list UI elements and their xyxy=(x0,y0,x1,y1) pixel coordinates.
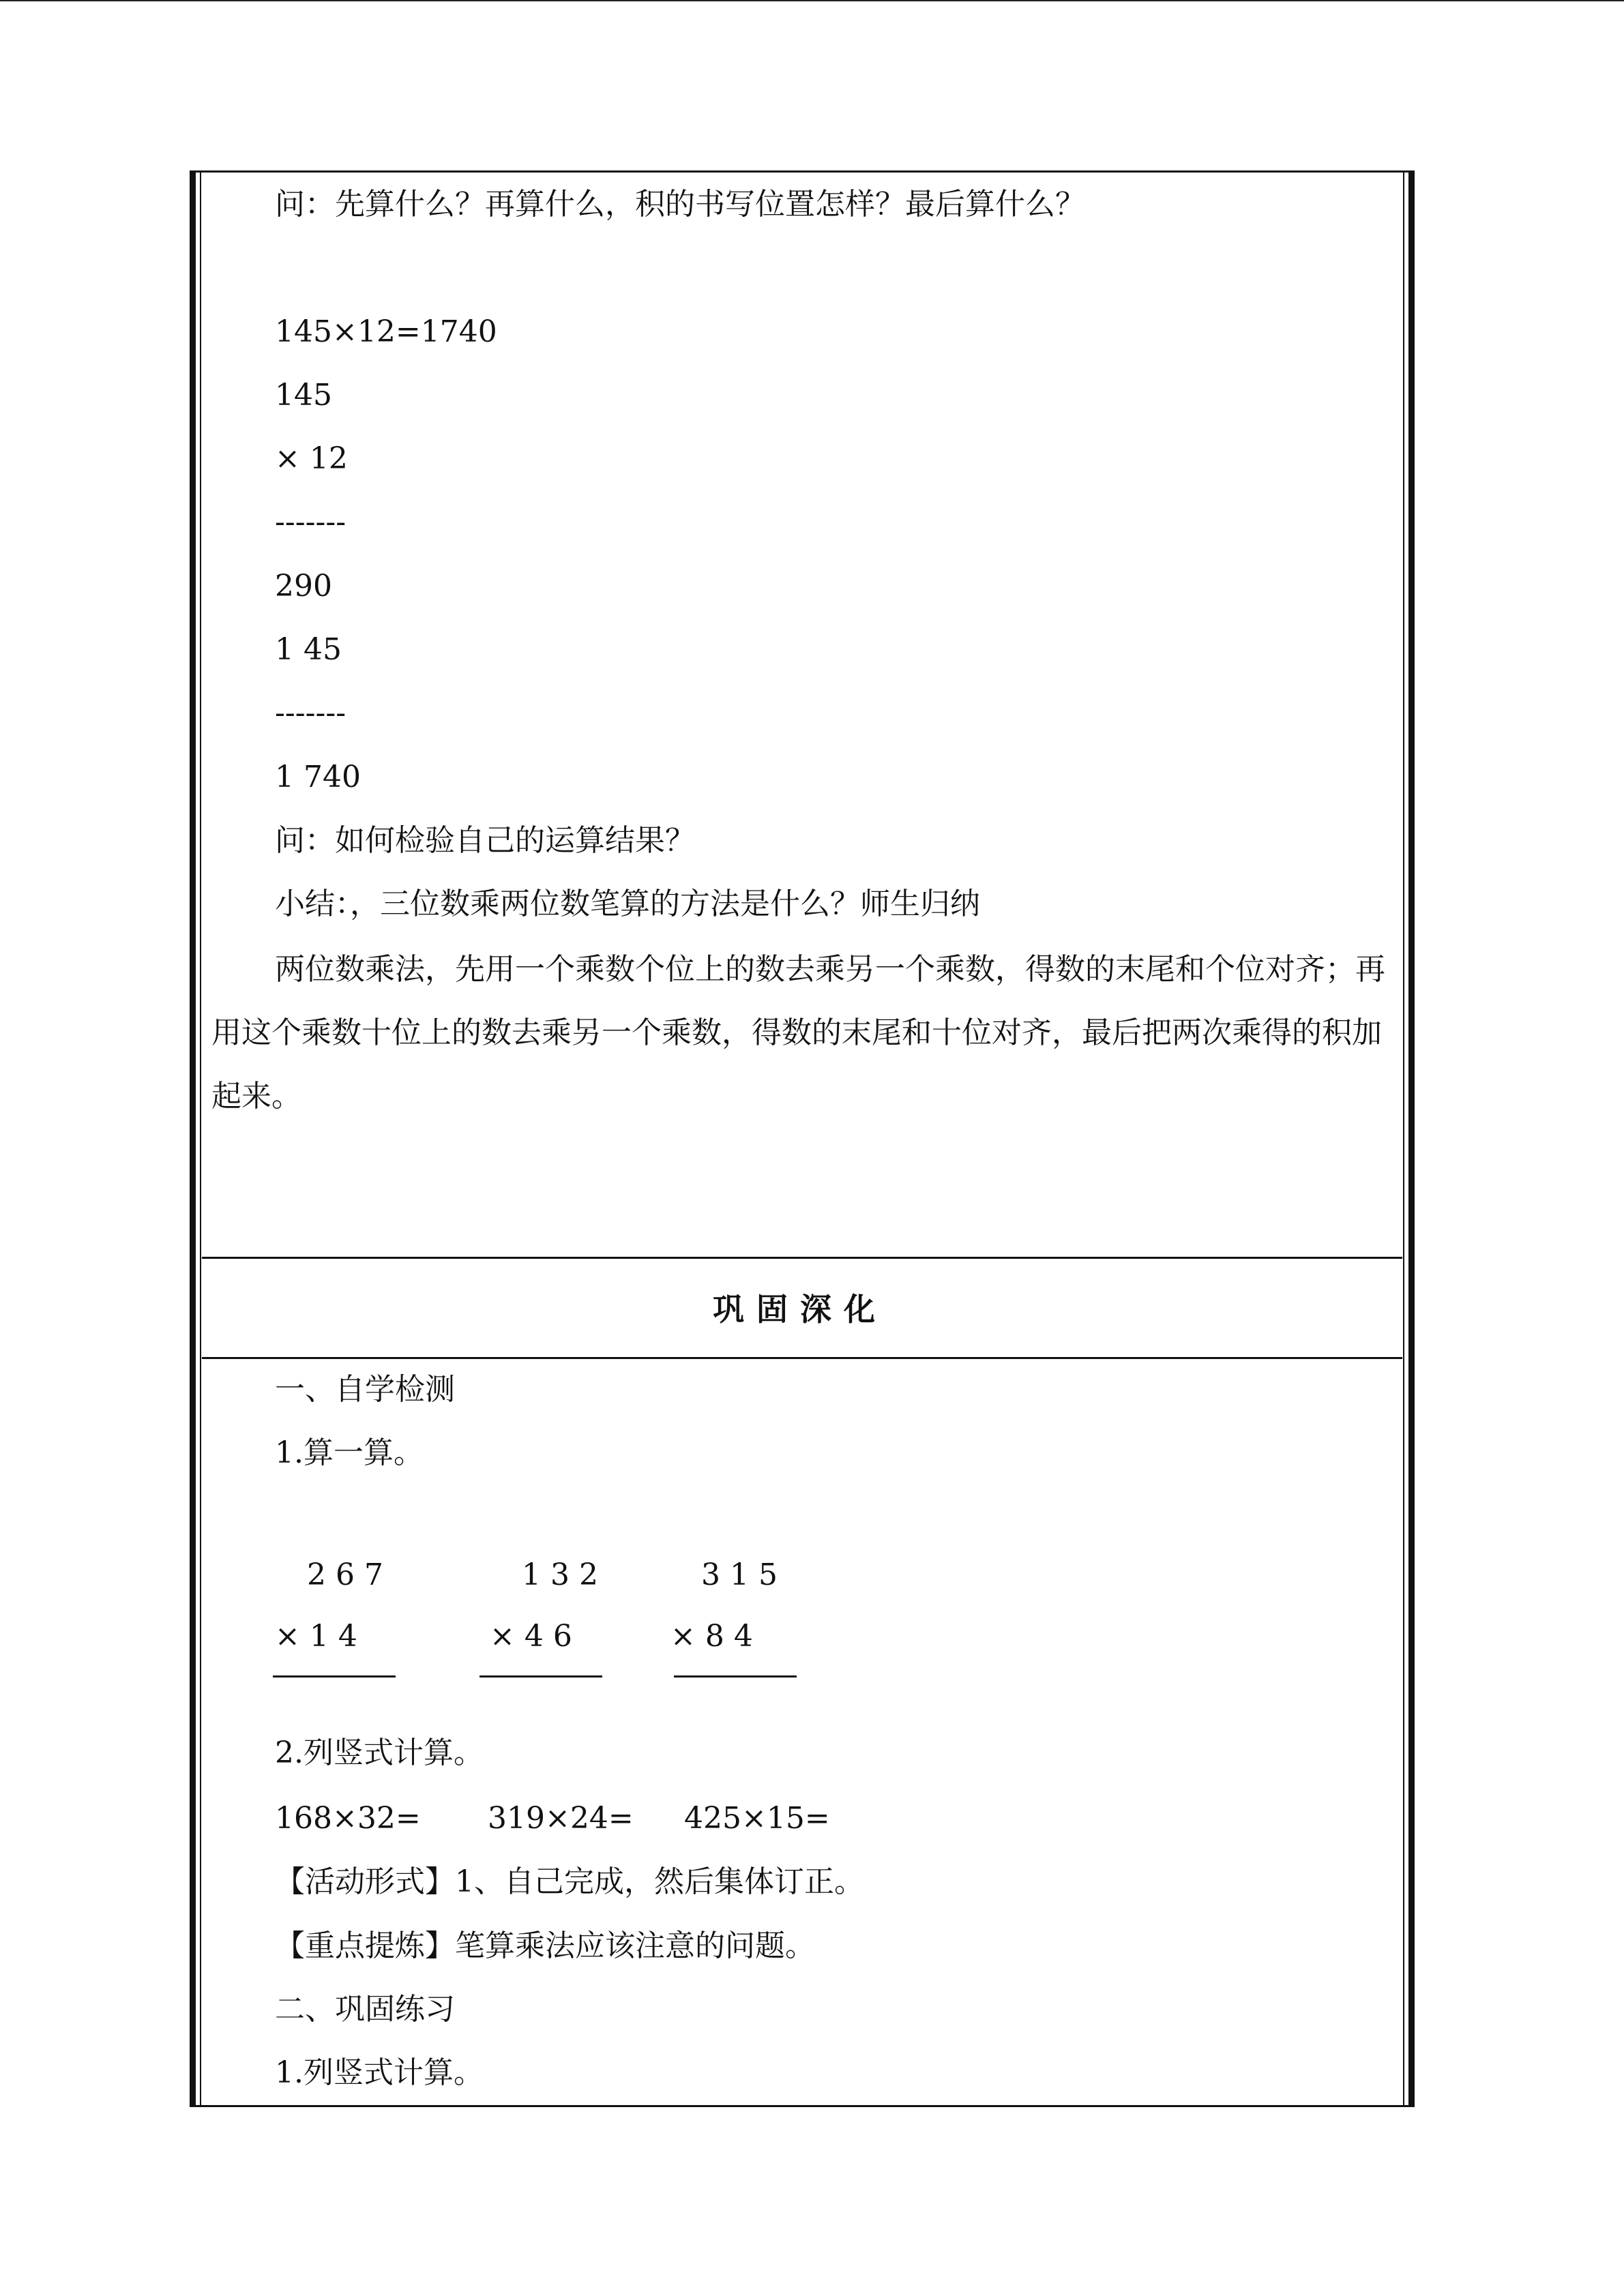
vertical-line-3: ------- xyxy=(275,505,346,539)
section-title: 巩固深化 xyxy=(713,1291,887,1328)
question-calc: 1.算一算。 xyxy=(275,1435,424,1470)
question-practice-calc: 1.列竖式计算。 xyxy=(275,2055,484,2090)
problem-2-top: 1 3 2 xyxy=(522,1557,598,1592)
vertical-line-1: 145 xyxy=(275,378,332,413)
calc-3: 425×15= xyxy=(684,1801,830,1836)
problem-2-bottom: × 4 6 xyxy=(490,1619,572,1654)
calc-1: 168×32= xyxy=(275,1801,421,1836)
problem-3-underline xyxy=(674,1675,797,1678)
row-divider-top xyxy=(202,1257,1402,1259)
key-point-line xyxy=(275,1926,815,1967)
problem-3-bottom: × 8 4 xyxy=(670,1619,753,1654)
equation: 145×12=1740 xyxy=(275,314,497,349)
heading-self-check: 一、自学检测 xyxy=(275,1372,455,1407)
heading-practice: 二、巩固练习 xyxy=(275,1992,455,2027)
summary-question: 小结：，三位数乘两位数笔算的方法是什么？师生归纳 xyxy=(275,886,980,921)
problem-2-underline xyxy=(479,1675,602,1678)
activity-text: 1、自己完成，然后集体订正。 xyxy=(455,1864,864,1899)
problem-1-underline xyxy=(273,1675,396,1678)
page-top-border xyxy=(0,0,1624,1)
summary-text: 两位数乘法，先用一个乘数个位上的数去乘另一个乘数，得数的末尾和个位对齐；再用这个乘数十位上的数去乘另一个乘数，得数的末尾和十位对齐，最后把两次乘得的积加起来。 xyxy=(211,952,1385,1114)
calc-2: 319×24= xyxy=(488,1801,634,1836)
question-vertical-calc: 2.列竖式计算。 xyxy=(275,1735,484,1770)
question-check: 问：如何检验自己的运算结果？ xyxy=(275,823,695,858)
vertical-line-6: ------- xyxy=(275,696,346,730)
row-divider-bottom xyxy=(202,1357,1402,1359)
vertical-line-7: 1 740 xyxy=(275,760,361,794)
vertical-line-2: × 12 xyxy=(275,441,348,476)
problem-1-top: 2 6 7 xyxy=(307,1557,383,1592)
question-order: 问：先算什么？再算什么，积的书写位置怎样？最后算什么？ xyxy=(275,187,1085,222)
problem-3-top: 3 1 5 xyxy=(701,1557,778,1592)
vertical-line-4: 290 xyxy=(275,569,332,603)
problem-1-bottom: × 1 4 xyxy=(275,1619,357,1654)
activity-label: 【活动形式】 xyxy=(275,1864,455,1899)
vertical-line-5: 1 45 xyxy=(275,632,342,667)
key-point-text: 笔算乘法应该注意的问题。 xyxy=(455,1928,815,1963)
activity-line xyxy=(275,1862,864,1903)
key-point-label: 【重点提炼】 xyxy=(275,1928,455,1963)
